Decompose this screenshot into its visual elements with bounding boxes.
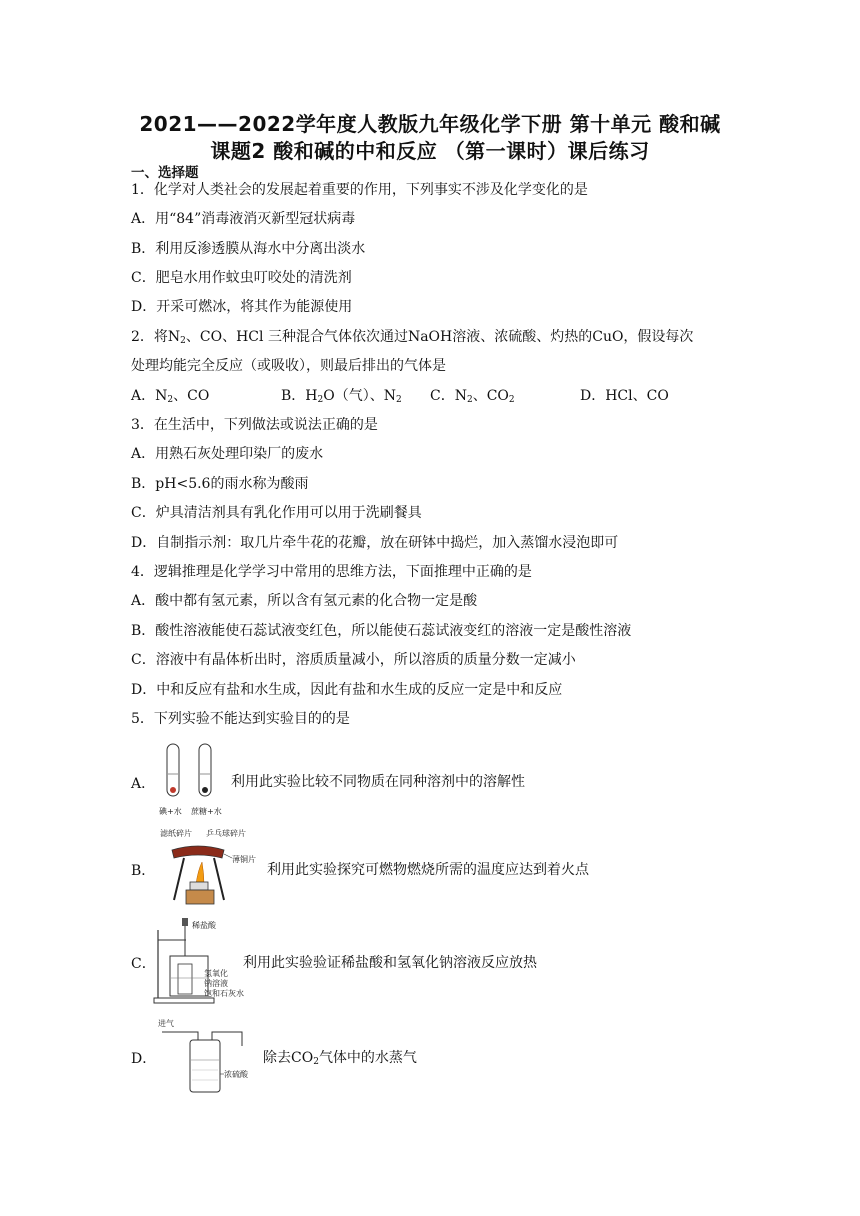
- gas-washing-bottle-figure: [158, 1016, 263, 1098]
- q2-option-b: B．$H_2O$（气）、$N_2$: [281, 388, 402, 405]
- q5-option-d-text: 除去$CO_2$气体中的水蒸气: [263, 1050, 417, 1067]
- q4-stem: 4．逻辑推理是化学学习中常用的思维方法，下面推理中正确的是: [131, 564, 532, 580]
- q2-stem-line-1: 2．将$N_2$、CO、HCl 三种混合气体依次通过NaOH溶液、浓硫酸、灼热的CuO，假设每次: [131, 329, 694, 346]
- fig-label-sucrose-water: 蔗糖+水: [191, 807, 222, 816]
- q5-option-b-text: 利用此实验探究可燃物燃烧所需的温度应达到着火点: [267, 862, 589, 878]
- q4-option-a: A．酸中都有氢元素，所以含有氢元素的化合物一定是酸: [131, 593, 478, 609]
- q5-option-a-text: 利用此实验比较不同物质在同种溶剂中的溶解性: [231, 774, 525, 790]
- q3-option-b: B．pH<5.6的雨水称为酸雨: [131, 476, 309, 492]
- fig-label-conc-h2so4: 浓硫酸: [224, 1070, 248, 1079]
- q2-stem-line-2: 处理均能完全反应（或吸收），则最后排出的气体是: [131, 358, 446, 374]
- q4-option-c: C．溶液中有晶体析出时，溶质质量减小，所以溶质的质量分数一定减小: [131, 652, 576, 668]
- test-tubes-figure: [155, 740, 230, 820]
- q2-option-d: D．HCl、CO: [580, 388, 669, 404]
- fig-label-gas-in: 进气: [158, 1019, 174, 1028]
- q2-option-a: A．$N_2$、CO: [131, 388, 210, 405]
- fig-label-naoh-2: 钠溶液: [204, 979, 228, 988]
- beaker-dropper-figure: [152, 916, 247, 1008]
- section-heading: 一、选择题: [131, 165, 199, 181]
- q1-option-d: D．开采可燃冰，将其作为能源使用: [131, 299, 353, 315]
- q5-option-a-label: A．: [131, 776, 156, 792]
- q3-option-a: A．用熟石灰处理印染厂的废水: [131, 446, 324, 462]
- q5-option-b-label: B．: [131, 863, 156, 879]
- q5-option-c-text: 利用此实验验证稀盐酸和氢氧化钠溶液反应放热: [243, 955, 537, 971]
- fig-label-filter-paper: 滤纸碎片: [160, 829, 192, 838]
- q3-stem: 3．在生活中，下列做法或说法正确的是: [131, 417, 378, 433]
- q5-stem: 5．下列实验不能达到实验目的的是: [131, 711, 350, 727]
- q4-option-b: B．酸性溶液能使石蕊试液变红色，所以能使石蕊试液变红的溶液一定是酸性溶液: [131, 623, 632, 639]
- q1-option-a: A．用“84”消毒液消灭新型冠状病毒: [131, 211, 356, 227]
- q1-stem: 1．化学对人类社会的发展起着重要的作用，下列事实不涉及化学变化的是: [131, 182, 588, 198]
- fig-label-pingpong: 乒乓球碎片: [206, 829, 246, 838]
- fig-label-copper-sheet: 薄铜片: [232, 855, 256, 864]
- q5-option-d-label: D．: [131, 1051, 157, 1067]
- q1-option-c: C．肥皂水用作蚊虫叮咬处的清洗剂: [131, 270, 352, 286]
- fig-label-iodine-water: 碘+水: [159, 807, 182, 816]
- copper-sheet-burner-figure: [160, 826, 270, 910]
- q5-option-c-label: C．: [131, 956, 156, 972]
- q3-option-c: C．炉具清洁剂具有乳化作用可以用于洗刷餐具: [131, 505, 422, 521]
- q1-option-b: B．利用反渗透膜从海水中分离出淡水: [131, 241, 366, 257]
- fig-label-naoh-1: 氢氧化: [204, 969, 228, 978]
- fig-label-dilute-hcl: 稀盐酸: [192, 921, 216, 930]
- title-line-1: 2021——2022学年度人教版九年级化学下册 第十单元 酸和碱: [139, 112, 721, 136]
- q2-option-c: C．$N_2$、$CO_2$: [430, 388, 515, 405]
- fig-label-limewater: 饱和石灰水: [204, 989, 244, 998]
- q4-option-d: D．中和反应有盐和水生成，因此有盐和水生成的反应一定是中和反应: [131, 682, 563, 698]
- title-line-2: 课题2 酸和碱的中和反应 （第一课时）课后练习: [210, 139, 650, 163]
- q3-option-d: D．自制指示剂：取几片牵牛花的花瓣，放在研钵中捣烂，加入蒸馏水浸泡即可: [131, 535, 619, 551]
